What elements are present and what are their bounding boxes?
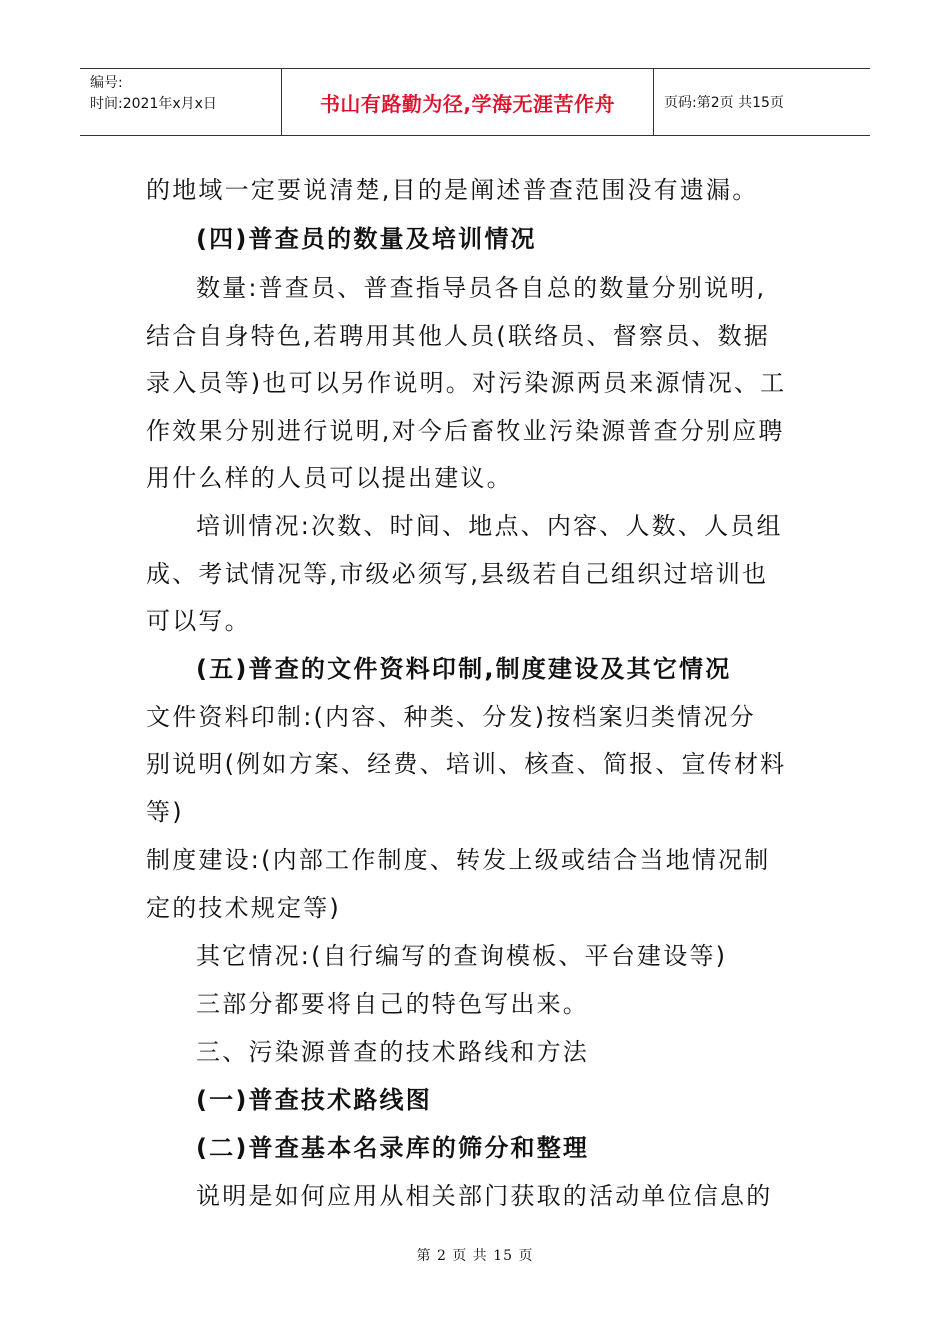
body-line: 录入员等)也可以另作说明。对污染源两员来源情况、工 — [146, 369, 787, 397]
body-line: 成、考试情况等,市级必须写,县级若自己组织过培训也 — [146, 560, 769, 588]
document-date-label: 时间:2021年x月x日 — [90, 96, 217, 112]
body-line: 文件资料印制:(内容、种类、分发)按档案归类情况分 — [146, 703, 756, 731]
body-line: 用什么样的人员可以提出建议。 — [146, 464, 513, 492]
body-line: 培训情况:次数、时间、地点、内容、人数、人员组 — [196, 512, 783, 540]
header-table — [80, 68, 870, 136]
body-line: 结合自身特色,若聘用其他人员(联络员、督察员、数据 — [146, 322, 770, 350]
document-number-label: 编号: — [90, 75, 123, 91]
page-footer: 第 2 页 共 15 页 — [416, 1248, 534, 1264]
header-page-info: 页码:第2页 共15页 — [664, 95, 784, 111]
chapter-heading-3: 三、污染源普查的技术路线和方法 — [196, 1038, 589, 1066]
body-line: 可以写。 — [146, 607, 251, 635]
body-line: 数量:普查员、普查指导员各自总的数量分别说明, — [196, 274, 767, 302]
body-line: 制度建设:(内部工作制度、转发上级或结合当地情况制 — [146, 846, 771, 874]
body-line: 定的技术规定等) — [146, 894, 341, 922]
section-heading-4: (四)普查员的数量及培训情况 — [196, 225, 537, 253]
body-line: 说明是如何应用从相关部门获取的活动单位信息的 — [196, 1182, 773, 1210]
header-motto: 书山有路勤为径,学海无涯苦作舟 — [282, 69, 654, 135]
section-heading-1: (一)普查技术路线图 — [196, 1086, 432, 1114]
body-line: 其它情况:(自行编写的查询模板、平台建设等) — [196, 942, 728, 970]
body-line: 等) — [146, 798, 184, 826]
body-line: 作效果分别进行说明,对今后畜牧业污染源普查分别应聘 — [146, 417, 785, 445]
header-meta-cell — [80, 69, 282, 135]
section-heading-2: (二)普查基本名录库的筛分和整理 — [196, 1134, 590, 1162]
body-line: 三部分都要将自己的特色写出来。 — [196, 990, 589, 1018]
section-heading-5: (五)普查的文件资料印制,制度建设及其它情况 — [196, 655, 732, 683]
body-line: 别说明(例如方案、经费、培训、核查、简报、宣传材料 — [146, 750, 787, 778]
body-line: 的地域一定要说清楚,目的是阐述普查范围没有遗漏。 — [146, 176, 759, 204]
